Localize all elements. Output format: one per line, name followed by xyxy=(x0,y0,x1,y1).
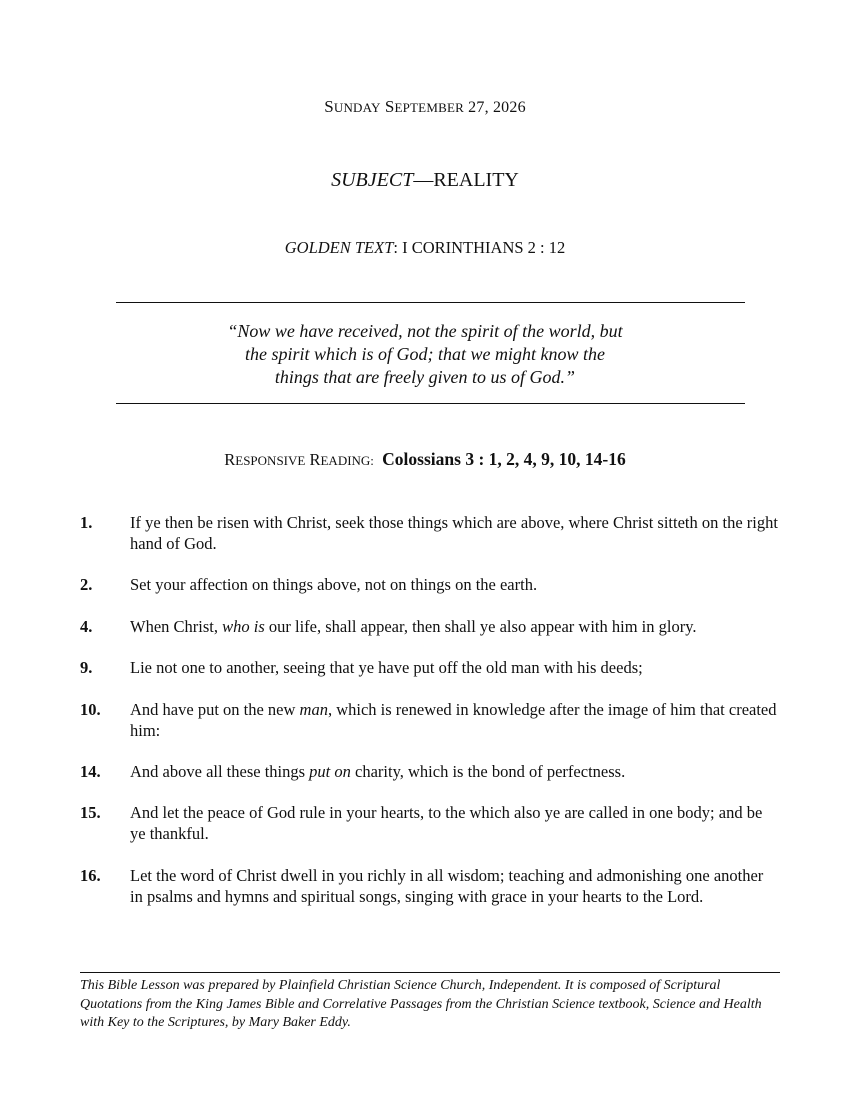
date-number: 27, 2026 xyxy=(468,99,526,116)
verse-text-part: Let the word of Christ dwell in you richly in all wisdom; teaching and admonishing one another in psalms and hymns and spiritual songs, singing with grace in your hearts to the Lord. xyxy=(130,866,764,906)
footnote-rule xyxy=(80,972,780,973)
responsive-reading-heading xyxy=(0,449,850,470)
verse-text-part: Set your affection on things above, not on things on the earth. xyxy=(130,575,538,594)
verse-text xyxy=(130,865,780,907)
verse-number: 9. xyxy=(80,658,93,677)
verse-text-part: , which is renewed in knowledge after the image of him that created him: xyxy=(130,700,777,740)
quote-line-3: things that are freely given to us of God.” xyxy=(274,367,576,387)
golden-text-heading xyxy=(0,238,850,258)
verse-italic-text: put on xyxy=(309,762,351,781)
lesson-subject xyxy=(0,169,850,192)
subject-separator: — xyxy=(413,169,434,191)
subject-title: REALITY xyxy=(433,169,519,191)
verse-italic-text: man xyxy=(299,700,328,719)
verse-text-part: And let the peace of God rule in your hearts, to the which also ye are called in one body; and be ye thankful. xyxy=(130,803,763,843)
verse-number: 4. xyxy=(80,617,93,636)
reading-rest: EADING: xyxy=(320,453,374,468)
verse-text xyxy=(130,616,780,637)
verse-text-part: And above all these things xyxy=(130,762,310,781)
date-month-rest: EPTEMBER xyxy=(394,100,464,115)
verse-number: 2. xyxy=(80,575,93,594)
verse-text-part: Lie not one to another, seeing that ye have put off the old man with his deeds; xyxy=(130,658,643,677)
reading-initial: R xyxy=(309,450,321,469)
quote-line-1: “Now we have received, not the spirit of the world, but xyxy=(227,321,623,341)
verse-text xyxy=(130,761,780,782)
verse-text xyxy=(130,657,780,678)
responsive-reading-reference: Colossians 3 : 1, 2, 4, 9, 10, 14-16 xyxy=(382,449,626,469)
lesson-date xyxy=(0,97,850,117)
date-initial: S xyxy=(324,97,334,116)
verse-number: 15. xyxy=(80,803,101,822)
date-month-initial: S xyxy=(384,97,395,116)
responsive-initial: R xyxy=(224,450,236,469)
golden-text-bottom-rule xyxy=(116,403,745,404)
golden-text-reference: : I CORINTHIANS 2 : 12 xyxy=(393,238,566,257)
verse-text-part: our life, shall appear, then shall ye also appear with him in glory. xyxy=(264,617,697,636)
subject-label: SUBJECT xyxy=(331,169,414,191)
footnote: This Bible Lesson was prepared by Plainfield Christian Science Church, Independent. It is composed of Scriptural Quotations from the King James Bible and Correlative Passages from the Christian Science textbook, Science and Health with Key to the Scriptures, by Mary Baker Eddy. xyxy=(80,978,762,1030)
verse-text-part: charity, which is the bond of perfectness. xyxy=(350,762,626,781)
golden-text-label: GOLDEN TEXT xyxy=(284,238,394,257)
verse-number: 1. xyxy=(80,513,93,532)
verse-text-part: And have put on the new xyxy=(130,700,300,719)
verse-text xyxy=(130,574,780,595)
verse-text-part: If ye then be risen with Christ, seek those things which are above, where Christ sitteth on the right hand of God. xyxy=(130,513,778,553)
verse-text-part: When Christ, xyxy=(130,617,223,636)
verse-number: 10. xyxy=(80,700,101,719)
verse-number: 16. xyxy=(80,866,101,885)
verse-italic-text: who is xyxy=(222,617,265,636)
golden-text-quote xyxy=(0,320,850,389)
verse-text xyxy=(130,802,780,844)
verse-text xyxy=(130,699,780,741)
golden-text-top-rule xyxy=(116,302,745,303)
responsive-rest: ESPONSIVE xyxy=(235,453,306,468)
quote-line-2: the spirit which is of God; that we might know the xyxy=(245,344,605,364)
date-day-rest: UNDAY xyxy=(333,100,381,115)
verse-number: 14. xyxy=(80,762,101,781)
verse-text xyxy=(130,512,780,554)
